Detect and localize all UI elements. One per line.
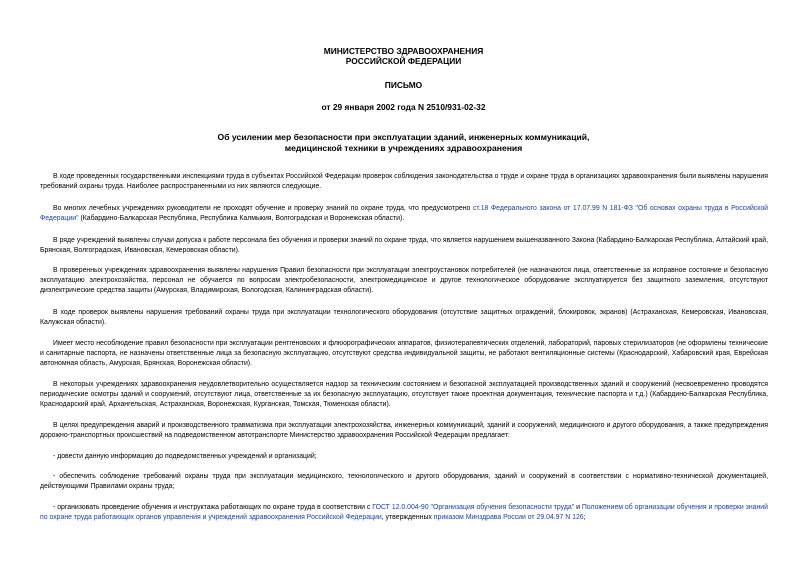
ministry-line-1: МИНИСТЕРСТВО ЗДРАВООХРАНЕНИЯ (323, 46, 484, 56)
paragraph-6: Имеет место несоблюдение правил безопасности при эксплуатации рентгеновских и флюорографических аппаратов, физиотерапевтических отделений, лабораторий, паровых стерилизаторов (не оформлены технические и санитарные паспорта, не назначены ответственные лица за безопасную эксплуатацию, отсутствуют средства индивидуальной защиты, не работают вентиляционные системы (Краснодарский, Хабаровский края, Еврейская автономная область, Амурская, Брянская, Воронежская области). (40, 340, 768, 368)
paragraph-7: В некоторых учреждениях здравоохранения неудовлетворительно осуществляется надзор за техническим состоянием и безопасной эксплуатацией производственных зданий и сооружений (несвоевременно проводятся периодические осмотры зданий и сооружений, отсутствуют лица, ответственные за их безопасную эксплуатацию, отсутствует также проектная документация, технические паспорта и т.д.) (Кабардино-Балкарская Республика, Краснодарский край, Архангельская, Астраханская, Воронежская, Курганская, Томская, Тюменская области). (40, 381, 768, 409)
paragraph-2: Во многих лечебных учреждениях руководители не проходят обучение и проверку знаний по охране труда, что предусмотрено ст.18 Федерального закона от 17.07.99 N 181-ФЗ "Об основах охраны труда в Российской Федерации" (Кабардино-Балкарская Республика, Республика Калмыкия, Волгоградская и Воронежская области). (40, 205, 769, 223)
paragraph-3: В ряде учреждений выявлены случаи допуска к работе персонала без обучения и проверки знаний по охране труда, что является нарушением вышеназванного Закона (Кабардино-Балкарская Республика, Алтайский край, Брянская, Волгоградская, Ивановская, Кемеровская области). (40, 237, 768, 255)
training-regulation-link[interactable]: Положением об организации обучения и проверки знаний по охране труда работающих органов управления и учреждений здравоохранения Российской Федерации (40, 504, 768, 522)
paragraph-9: - довести данную информацию до подведомственных учреждений и организаций; (53, 453, 317, 460)
paragraph-1: В ходе проведенных государственными инспекциями труда в субъектах Российской Федерации проверок соблюдения законодательства о труде и охране труда в организациях здравоохранения были выявлены нарушения требований охраны труда. Наиболее распространенными из них являются следующие. (40, 173, 768, 191)
paragraph-5: В ходе проверок выявлены нарушения требований охраны труда при эксплуатации технологического оборудования (отсутствие защитных ограждений, блокировок, экранов) (Астраханская, Кемеровская, Ивановская, Калужская области). (40, 309, 768, 327)
document-title-line-1: Об усилении мер безопасности при эксплуатации зданий, инженерных коммуникаций, (217, 132, 590, 142)
law-181-fz-link[interactable]: ст.18 Федерального закона от 17.07.99 N 181-ФЗ "Об основах охраны труда в Российской Федерации" (40, 205, 769, 223)
order-126-link[interactable]: приказом Минздрава России от 29.04.97 N 126 (433, 514, 584, 522)
document-date-number: от 29 января 2002 года N 2510/931-02-32 (321, 102, 486, 112)
document-title-line-2: медицинской техники в учреждениях здравоохранения (284, 143, 523, 153)
paragraph-4: В проверенных учреждениях здравоохранения выявлены нарушения Правил безопасности при эксплуатации электроустановок потребителей (не назначаются лица, ответственные за исправное состояние и безопасную эксплуатацию электрохозяйства, персонал не обучается по вопросам электробезопасности, электромедицинское и другое технологическое оборудование эксплуатируется без защитного заземления, отсутствуют диэлектрические средства защиты (Амурская, Владимирская, Вологодская, Калининградская области). (40, 267, 768, 295)
paragraph-11: - организовать проведение обучения и инструктажа работающих по охране труда в соответствии с ГОСТ 12.0.004-90 "Организация обучения безопасности труда" и Положением об организации обучения и проверки знаний по охране труда работающих органов управления и учреждений здравоохранения Российской Федерации, утвержденных приказом Минздрава России от 29.04.97 N 126; (40, 504, 768, 522)
paragraph-10: - обеспечить соблюдение требований охраны труда при эксплуатации медицинского, технологического и другого оборудования, зданий и сооружений в соответствии с нормативно-технической документацией, действующими Правилами охраны труда; (40, 473, 768, 491)
ministry-line-2: РОССИЙСКОЙ ФЕДЕРАЦИИ (345, 56, 462, 66)
document-type: ПИСЬМО (384, 80, 423, 90)
paragraph-8: В целях предупреждения аварий и производственного травматизма при эксплуатации электрохозяйства, инженерных коммуникаций, зданий и сооружений, медицинского и другого оборудования, а также предупреждения дорожно-транспортных происшествий на подведомственном автотранспорте Министерство здравоохранения Российской Федерации предлагает: (40, 422, 768, 440)
gost-12-0-004-90-link[interactable]: ГОСТ 12.0.004-90 "Организация обучения безопасности труда" (372, 504, 575, 511)
